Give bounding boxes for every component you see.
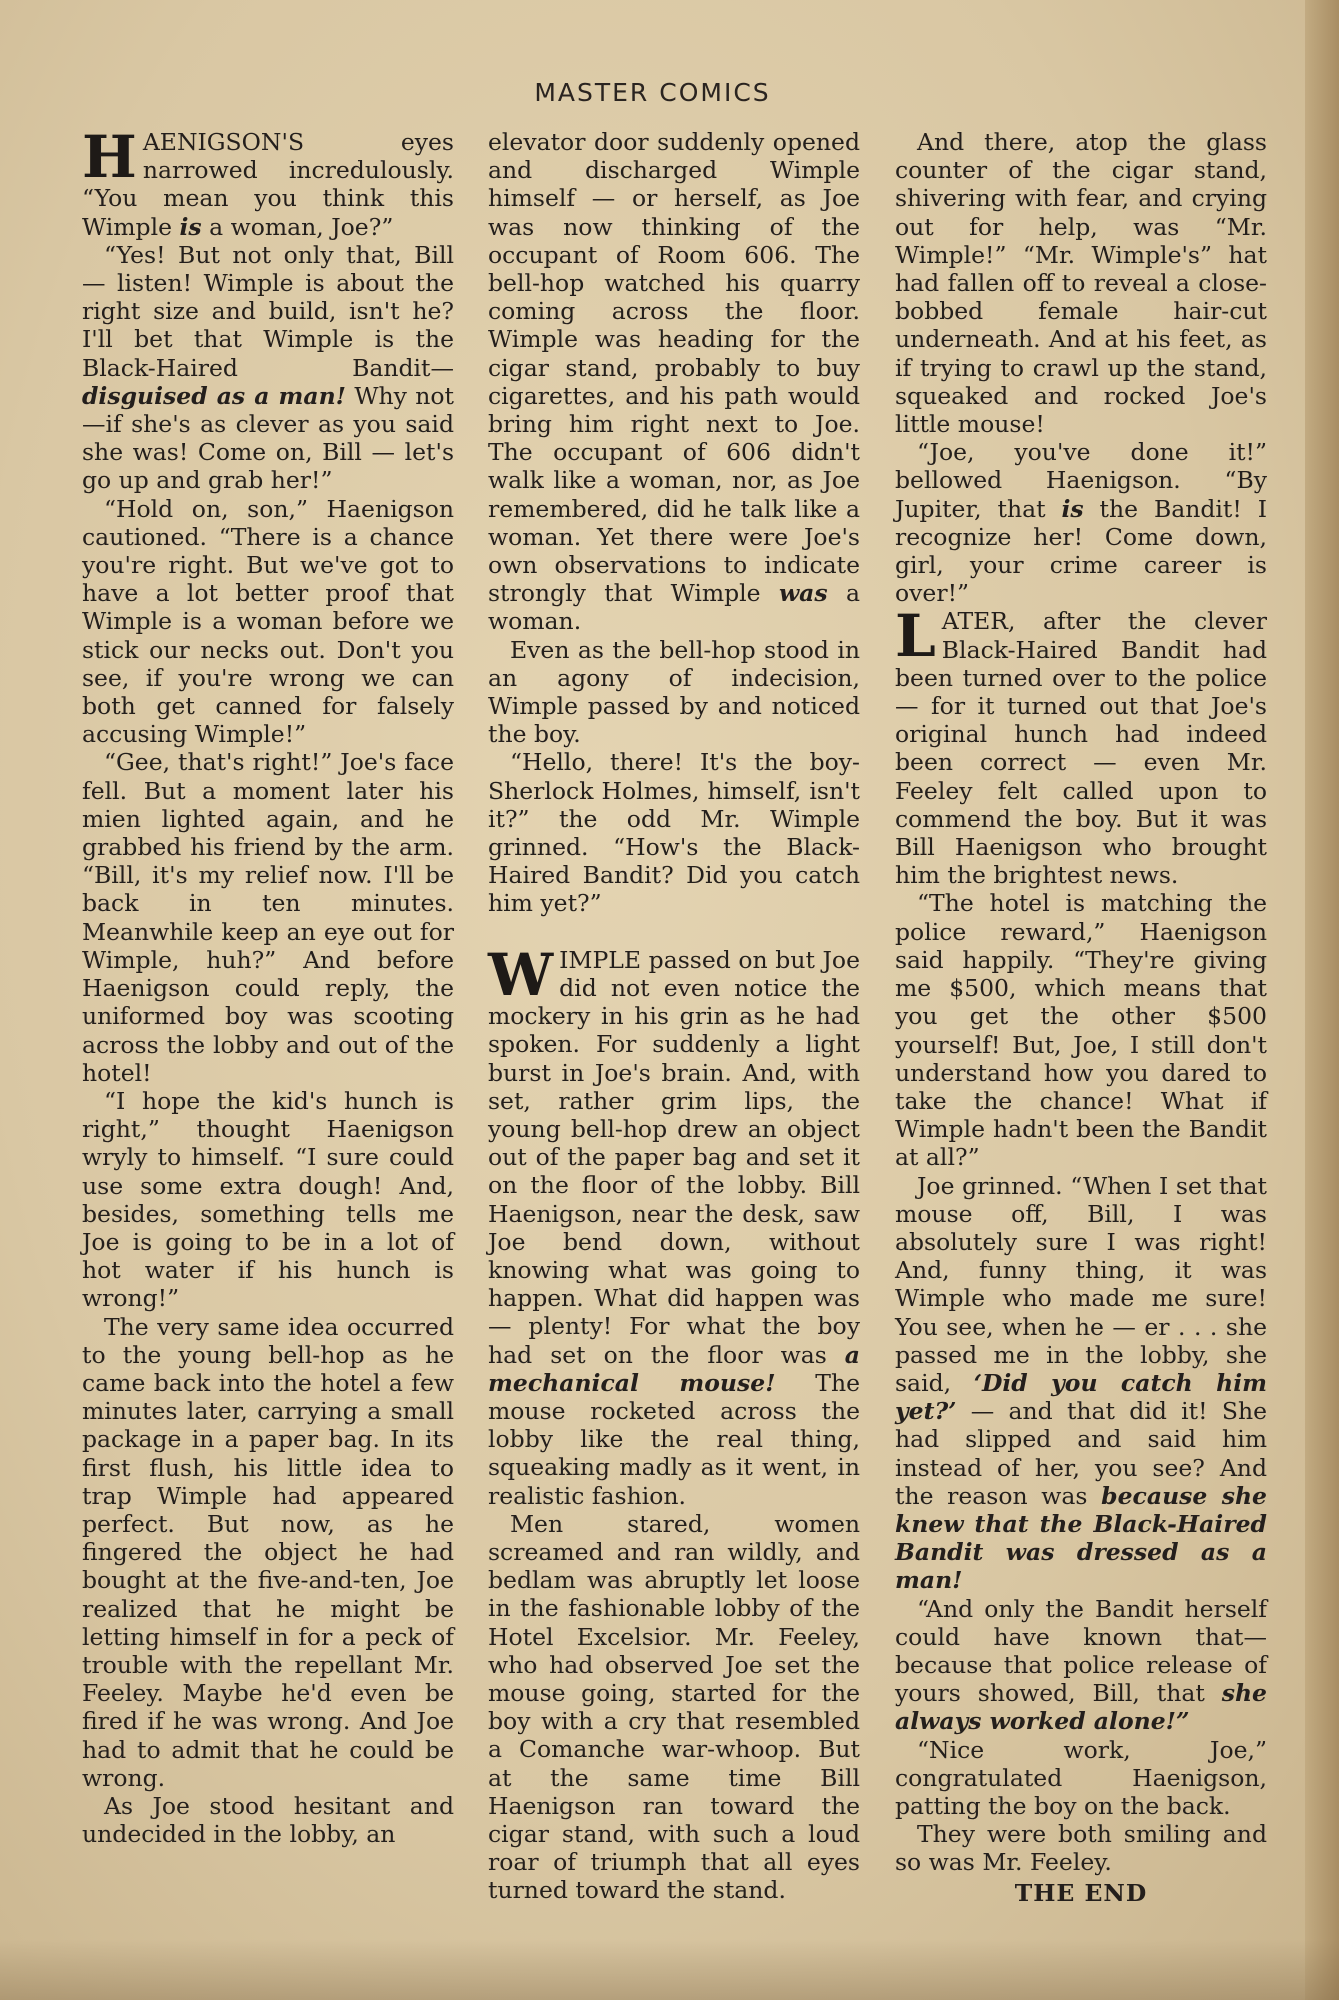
paragraph: “Yes! But not only that, Bill — listen! Wimple is about the right size and build, isn't he? I'll bet that Wimple is the Black-Haired Bandit—disguised as a man! Why not —if she's as clever as you said she was! Come on, Bill — let's go up and grab her!” bbox=[82, 240, 455, 495]
paragraph: “Nice work, Joe,” congratulated Haenigson, patting the boy on the back. bbox=[895, 1735, 1267, 1820]
paragraph: elevator door suddenly opened and discharged Wimple himself — or herself, as Joe was now thinking of the occupant of Room 606. The bell-hop watched his quarry coming across the floor. Wimple was heading for the cigar stand, probably to buy cigarettes, and his path would bring him right next to Joe. The occupant of 606 didn't walk like a woman, nor, as Joe remembered, did he talk like a woman. Yet there were Joe's own observations to indicate strongly that Wimple was a woman. bbox=[488, 128, 860, 636]
paragraph: “Hello, there! It's the boy-Sherlock Holmes, himself, isn't it?” the odd Mr. Wimple grinned. “How's the Black-Haired Bandit? Did you catch him yet?” bbox=[488, 748, 860, 918]
paragraph: Joe grinned. “When I set that mouse off, Bill, I was absolutely sure I was right! And, funny thing, it was Wimple who made me sure! You see, when he — er . . . she passed me in the lobby, she said, ‘Did you catch him yet?’ — and that did it! She had slipped and said him instead of her, you see? And the reason was because she knew that the Black-Haired Bandit was dressed as a man! bbox=[895, 1171, 1268, 1595]
page-header: MASTER COMICS bbox=[534, 78, 771, 107]
text-column-2 bbox=[488, 128, 860, 1905]
paragraph: And there, atop the glass counter of the cigar stand, shivering with fear, and crying out for help, was “Mr. Wimple!” “Mr. Wimple's” hat had fallen off to reveal a close-bobbed female hair-cut underneath. And at his feet, as if trying to crawl up the stand, squeaked and rocked Joe's little mouse! bbox=[895, 128, 1267, 439]
page-bottom-shadow bbox=[0, 1940, 1339, 2000]
drop-cap: L bbox=[895, 602, 936, 671]
paragraph: LATER, after the clever Black-Haired Bandit had been turned over to the police — for it turned out that Joe's original hunch had indeed been correct — even Mr. Feeley felt called upon to commend the boy. But it was Bill Haenigson who brought him the brightest news. bbox=[895, 602, 1267, 890]
paragraph: Men stared, women screamed and ran wildly, and bedlam was abruptly let loose in the fashionable lobby of the Hotel Excelsior. Mr. Feeley, who had observed Joe set the mouse going, started for the boy with a cry that resembled a Comanche war-whoop. But at the same time Bill Haenigson ran toward the cigar stand, with such a loud roar of triumph that all eyes turned toward the stand. bbox=[488, 1509, 860, 1905]
paragraph: HAENIGSON'S eyes narrowed incredulously. “You mean you think this Wimple is a woman, Joe?” bbox=[82, 123, 454, 241]
text-column-1 bbox=[82, 123, 455, 1849]
drop-cap: H bbox=[82, 123, 137, 191]
paragraph: Even as the bell-hop stood in an agony of indecision, Wimple passed by and noticed the boy. bbox=[488, 635, 860, 749]
paragraph: The very same idea occurred to the young bell-hop as he came back into the hotel a few minutes later, carrying a small package in a paper bag. In its first flush, his little idea to trap Wimple had appeared perfect. But now, as he fingered the object he had bought at the five-and-ten, Joe realized that he might be letting himself in for a peck of trouble with the repellant Mr. Feeley. Maybe he'd even be fired if he was wrong. And Joe had to admit that he could be wrong. bbox=[82, 1312, 454, 1792]
paragraph: “I hope the kid's hunch is right,” thought Haenigson wryly to himself. “I sure could use some extra dough! And, besides, something tells me Joe is going to be in a lot of hot water if his hunch is wrong!” bbox=[82, 1086, 454, 1313]
paragraph: “Hold on, son,” Haenigson cautioned. “There is a chance you're right. But we've got to have a lot better proof that Wimple is a woman before we stick our necks out. Don't you see, if you're wrong we can both get canned for falsely accusing Wimple!” bbox=[82, 494, 454, 749]
the-end-label: THE END bbox=[1014, 1878, 1148, 1907]
page-edge-shadow bbox=[1305, 0, 1339, 2000]
paragraph: They were both smiling and so was Mr. Feeley. bbox=[895, 1820, 1267, 1877]
paragraph: As Joe stood hesitant and undecided in the lobby, an bbox=[82, 1791, 454, 1849]
drop-cap: W bbox=[488, 940, 554, 1009]
paragraph: “Gee, that's right!” Joe's face fell. But a moment later his mien lighted again, and he grabbed his friend by the arm. “Bill, it's my relief now. I'll be back in ten minutes. Meanwhile keep an eye out for Wimple, huh?” And before Haenigson could reply, the uniformed boy was scooting across the lobby and out of the hotel! bbox=[82, 748, 454, 1087]
paragraph: WIMPLE passed on but Joe did not even notice the mockery in his grin as he had spoken. For suddenly a light burst in Joe's brain. And, with set, rather grim lips, the young bell-hop drew an object out of the paper bag and set it on the floor of the lobby. Bill Haenigson, near the desk, saw Joe bend down, without knowing what was going to happen. What did happen was — plenty! For what the boy had set on the floor was a mechanical mouse! The mouse rocketed across the lobby like the real thing, squeaking madly as it went, in realistic fashion. bbox=[488, 940, 860, 1510]
paragraph: “Joe, you've done it!” bellowed Haenigson. “By Jupiter, that is the Bandit! I recognize her! Come down, girl, your crime career is over!” bbox=[895, 438, 1267, 608]
text-column-3 bbox=[895, 128, 1267, 1907]
paragraph: “The hotel is matching the police reward,” Haenigson said happily. “They're giving me $500, which means that you get the other $500 yourself! But, Joe, I still don't understand how you dared to take the chance! What if Wimple hadn't been the Bandit at all?” bbox=[895, 889, 1267, 1172]
paragraph: “And only the Bandit herself could have known that—because that police release of yours showed, Bill, that she always worked alone!” bbox=[895, 1594, 1267, 1736]
